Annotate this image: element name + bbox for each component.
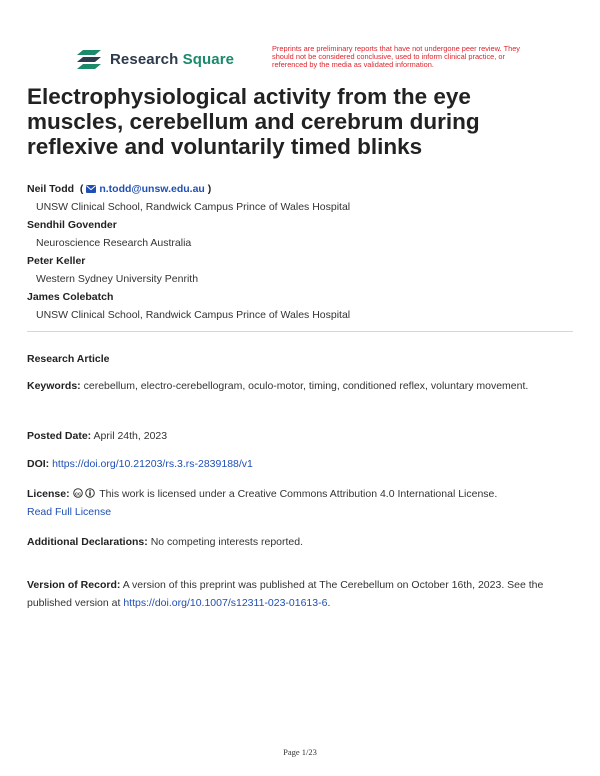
author-entry: [27, 180, 572, 198]
author-affiliation: UNSW Clinical School, Randwick Campus Prince of Wales Hospital: [36, 309, 351, 321]
research-square-logo: [75, 47, 234, 71]
author-email-link[interactable]: n.todd@unsw.edu.au: [99, 183, 205, 195]
article-type: Research Article: [27, 353, 110, 365]
doi-label: DOI:: [27, 458, 50, 470]
doi-link[interactable]: https://doi.org/10.21203/rs.3.rs-2839188/v1: [52, 458, 253, 470]
posted-date: [27, 427, 577, 445]
license-text: This work is licensed under a Creative Commons Attribution 4.0 International License.: [99, 488, 498, 500]
author-name: Sendhil Govender: [27, 219, 117, 231]
mail-icon: [86, 185, 96, 193]
section-divider: [27, 331, 573, 332]
read-full-license-link[interactable]: Read Full License: [27, 506, 112, 518]
posted-date-value: April 24th, 2023: [93, 430, 168, 442]
author-name: Peter Keller: [27, 255, 86, 267]
svg-text:cc: cc: [74, 491, 81, 498]
author-name: Neil Todd: [27, 183, 75, 195]
preprint-notice: Preprints are preliminary reports that have not undergone peer review. They should not be considered conclusive, used to inform clinical practice, or referenced by the media as validated information.: [272, 44, 520, 69]
doi: [27, 455, 577, 473]
license: [27, 485, 577, 521]
keywords-label: Keywords:: [27, 380, 81, 392]
additional-declarations: [27, 533, 577, 551]
paper-title: Electrophysiological activity from the eye muscles, cerebellum and cerebrum during reflexive and voluntarily timed blinks: [27, 84, 480, 159]
posted-date-label: Posted Date:: [27, 430, 92, 442]
keywords: [27, 377, 577, 395]
keywords-value: cerebellum, electro-cerebellogram, oculo-motor, timing, conditioned reflex, voluntary movement.: [83, 380, 529, 392]
author-email-wrapper: ( n.todd@unsw.edu.au ): [76, 183, 212, 195]
declarations-label: Additional Declarations:: [27, 536, 148, 548]
author-affiliation: Neuroscience Research Australia: [36, 237, 192, 249]
page-number: Page 1/23: [283, 747, 317, 757]
creative-commons-icon: [73, 488, 97, 498]
declarations-value: No competing interests reported.: [150, 536, 304, 548]
author-affiliation: UNSW Clinical School, Randwick Campus Prince of Wales Hospital: [36, 201, 351, 213]
license-label: License:: [27, 488, 70, 500]
author-affiliation: Western Sydney University Penrith: [36, 273, 199, 285]
vor-label: Version of Record:: [27, 579, 121, 591]
author-name: James Colebatch: [27, 291, 114, 303]
vor-text: A version of this preprint was published at The Cerebellum on October 16th, 2023. See the published version at: [27, 579, 544, 609]
version-of-record: Version of Record: A version of this preprint was published at The Cerebellum on October 16th, 2023. See the published version at https://doi.org/10.1007/s12311-023-01613-6.: [27, 579, 544, 609]
research-square-logo-icon: [75, 47, 103, 71]
vor-doi-link[interactable]: https://doi.org/10.1007/s12311-023-01613-6: [123, 597, 328, 609]
author-list: [27, 180, 572, 324]
logo-wordmark: Research Square: [110, 50, 235, 68]
